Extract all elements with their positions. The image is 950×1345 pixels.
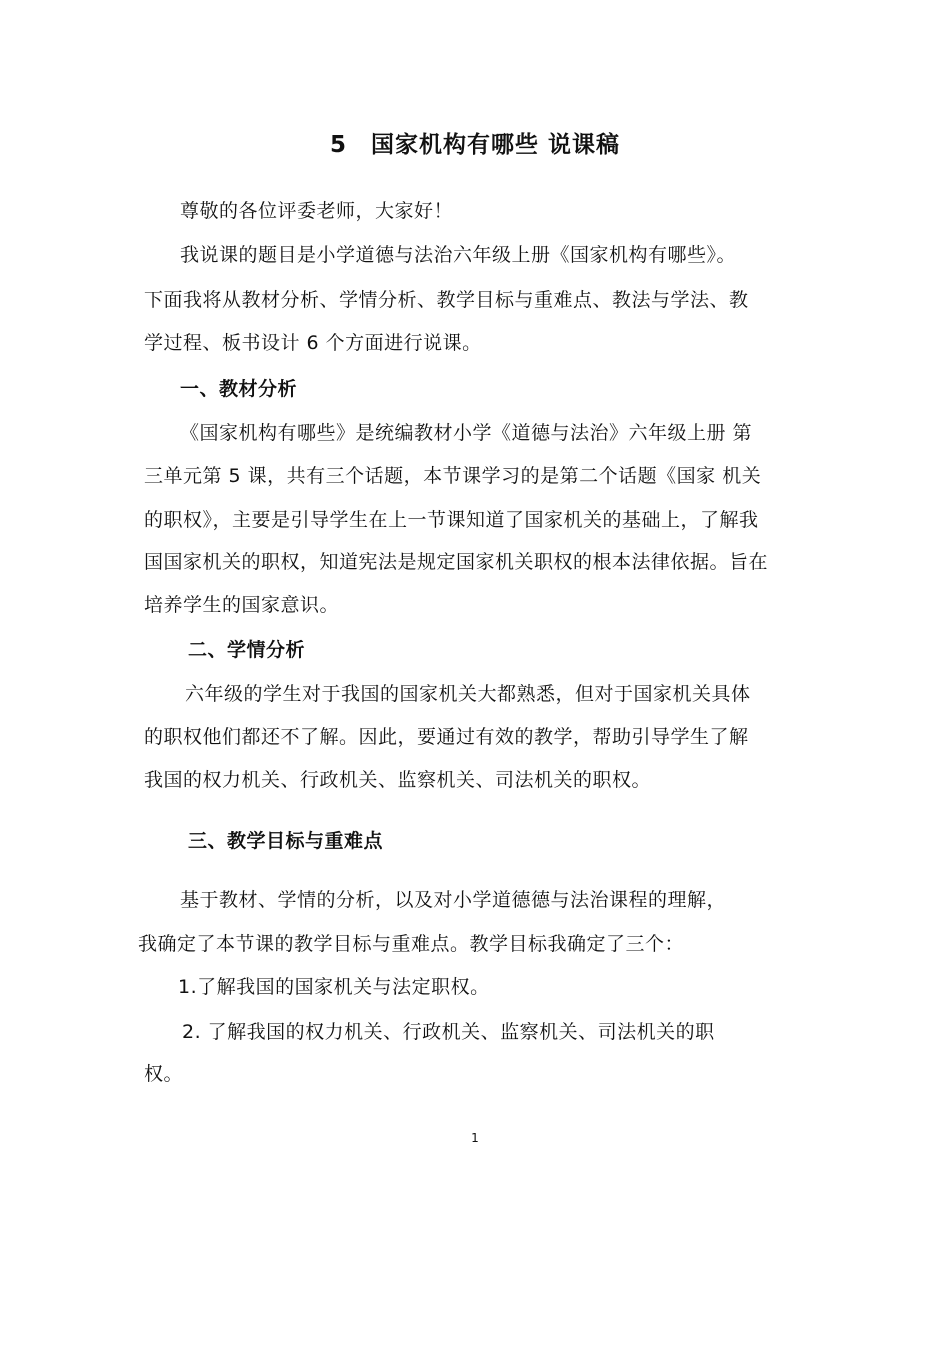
section3-line: 基于教材、学情的分析，以及对小学道德德与法治课程的理解， xyxy=(180,889,727,911)
intro-line: 学过程、板书设计 6 个方面进行说课。 xyxy=(144,332,482,354)
section3-line: 2. 了解我国的权力机关、行政机关、监察机关、司法机关的职 xyxy=(182,1021,715,1043)
section1-line: 国国家机关的职权，知道宪法是规定国家机关职权的根本法律依据。旨在 xyxy=(144,551,769,573)
section2-line: 我国的权力机关、行政机关、监察机关、司法机关的职权。 xyxy=(144,769,652,791)
section3-line: 1.了解我国的国家机关与法定职权。 xyxy=(178,976,490,998)
greeting-line: 尊敬的各位评委老师，大家好！ xyxy=(180,200,454,222)
section1-line: 的职权》，主要是引导学生在上一节课知道了国家机关的基础上，了解我 xyxy=(144,509,759,531)
intro-line: 我说课的题目是小学道德与法治六年级上册《国家机构有哪些》。 xyxy=(180,244,737,266)
section1-line: 三单元第 5 课，共有三个话题，本节课学习的是第二个话题《国家 机关 xyxy=(144,465,762,487)
section2-line: 六年级的学生对于我国的国家机关大都熟悉，但对于国家机关具体 xyxy=(185,683,751,705)
page-number: 1 xyxy=(471,1131,479,1145)
section-heading-student-analysis: 二、学情分析 xyxy=(188,639,306,661)
section1-line: 《国家机构有哪些》是统编教材小学《道德与法治》六年级上册 第 xyxy=(180,422,753,444)
document-title: 5 国家机构有哪些 说课稿 xyxy=(329,132,620,158)
section3-line: 我确定了本节课的教学目标与重难点。教学目标我确定了三个： xyxy=(138,933,685,955)
section2-line: 的职权他们都还不了解。因此，要通过有效的教学，帮助引导学生了解 xyxy=(144,726,749,748)
intro-line: 下面我将从教材分析、学情分析、教学目标与重难点、教法与学法、教 xyxy=(144,289,749,311)
section1-line: 培养学生的国家意识。 xyxy=(144,594,340,616)
section3-line: 权。 xyxy=(144,1063,184,1085)
section-heading-textbook-analysis: 一、教材分析 xyxy=(180,378,298,400)
section-heading-teaching-goals: 三、教学目标与重难点 xyxy=(188,830,384,852)
